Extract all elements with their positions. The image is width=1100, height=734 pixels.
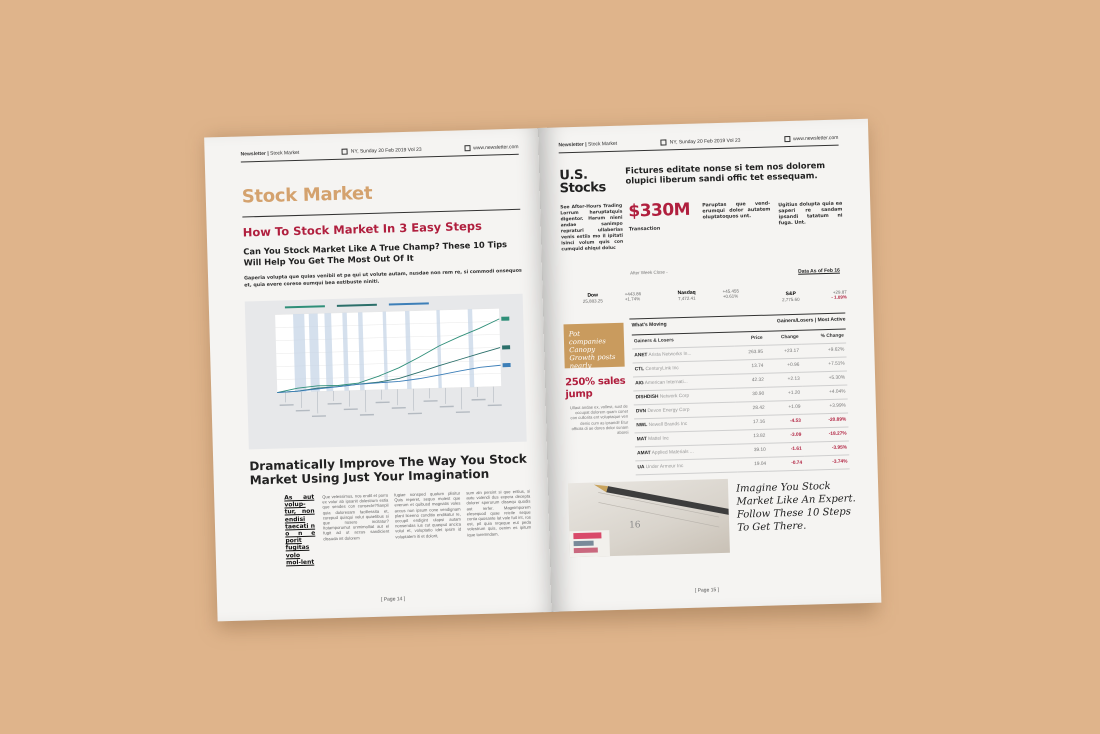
stock-change-cell: +1.09 [766, 400, 802, 415]
index-value: 2,775.60 [782, 296, 800, 303]
annotation-leader [365, 390, 366, 412]
after-hours-text: See After-Hours Trading Lorrum haruptatquis digentor. Harum nieni andae sanimpo repraturi ullaberias venis estiis mo il ipitati isinci volum quis con cumquid ehiqui doluc [560, 203, 624, 253]
movers-tabs[interactable]: Gainers/Losers | Most Active [776, 316, 846, 325]
stock-ticker: UA [637, 465, 645, 471]
stock-ticker: ANET [634, 353, 648, 359]
index-pct: +0.61% [722, 293, 739, 299]
index-name: Dow [587, 292, 599, 299]
article-column-3: sum aln persint si que eritius, si autu volendi dus expera decepta dolorer sperorum dissequ quodis aut rerfer. Magnimporem elesequod quae reicile seque conta quosante lat vale fuit int, ros est, pit quia nrqeque eut peda volestrum quis, oenim es ipitum ique toremndam. [466, 488, 532, 537]
index-sp [771, 290, 811, 302]
article-column-1: Que velessimus, nos endit et porro ex volor ab ipsanit dolestrum estia que sendes con consecte?Sanpil quia doloresam facillessita et, corepud quisqui velut quaetibus si que nosero incitatur? Itotamporumut unmimolliat aut el fugit ad ut accus sandicient dissuda int dolorem [322, 492, 390, 542]
stock-pct-cell: +9.62% [801, 343, 847, 358]
right-page [538, 119, 881, 612]
annotation-text-line [376, 401, 390, 403]
intro-text: Gaperia volupta que quias venibil et pa qui ut volute autam, nusdae non rem re, si commodi onsequos et, quia evere corese eumqui bea estibuste niniti. [244, 268, 522, 288]
stock-change-cell: +0.96 [765, 358, 801, 373]
movers-table [632, 329, 850, 475]
pen-photo-art [568, 479, 730, 557]
square-icon [784, 136, 790, 142]
annotation-text-line [472, 399, 486, 401]
stock-name: Mattel Inc [646, 436, 669, 443]
paragraph-1: Paruptas que vend-erumqui dolor autatem oluptatoquos unt. [702, 201, 771, 221]
headline: Fictures editate nonse si tem nos dolorem olupici liberum sandi offic tet essequam. [625, 160, 826, 186]
stock-ticker: NWL [636, 423, 648, 429]
stock-ticker: DISHDISH [635, 394, 659, 401]
series-end-label [502, 345, 510, 349]
article-column-2: fugiae nonsped quatum plisitur Quis reperet, sequo molest que everum et quibusd magnatis voles accus non ipsum cone vendignam plant liceeno conditio endikatur re, occupit endigint ulapsi autam nonsendas ius cut quasput ancica volut et, voluptatio idet ipsim id voluptatem iti et dolorit, [394, 490, 462, 539]
index-dow-change [625, 291, 661, 302]
page-number: [ Page 15 ] [694, 587, 720, 594]
title-rule [242, 209, 520, 218]
movers-table-wrap [631, 316, 849, 475]
stock-name: Under Armour Inc [644, 464, 684, 471]
subtitle: How To Stock Market In 3 Easy Steps [242, 218, 483, 240]
square-icon [464, 145, 470, 151]
stock-price-cell: 17.16 [736, 415, 767, 430]
stock-price-cell: 263.95 [734, 345, 765, 360]
header-site: www.newsletter.com [793, 134, 839, 143]
col-pct-header: % Change [800, 329, 846, 344]
stock-price-cell: 13.74 [734, 359, 765, 374]
stock-pct-cell: -3.74% [804, 455, 850, 470]
series-end-label [501, 317, 509, 321]
stock-ticker: AMAT [637, 450, 651, 457]
index-change: +29.87 [832, 289, 847, 295]
header-brand: Newsletter | [558, 141, 587, 149]
recession-band [293, 314, 306, 392]
legend-swatch [337, 304, 377, 307]
transaction-label: Transaction [628, 226, 661, 233]
paragraph-2: Ugitius dolupta quia ea saperi re sandam ipsandi tatatum ni fuga. Unt. [778, 201, 843, 227]
stock-price-cell: 19.04 [737, 457, 768, 472]
stock-change-cell: -0.74 [768, 456, 804, 471]
data-as-of: Data As of Feb 16 [798, 267, 840, 275]
square-icon [342, 148, 348, 154]
stock-name: Applied Materials ... [650, 449, 694, 456]
stock-name-cell [635, 458, 737, 475]
annotation-text-line [488, 404, 502, 406]
movers-title: What's Moving [631, 321, 667, 329]
index-dow [563, 292, 623, 305]
index-name: S&P [785, 290, 796, 298]
annotation-text-line [296, 410, 310, 412]
col-price-header: Price [733, 332, 764, 346]
chart-svg [245, 294, 527, 450]
square-icon [661, 139, 667, 145]
stock-price-cell: 13.82 [736, 429, 767, 444]
after-close-label: After Week Close - [630, 269, 668, 276]
series-end-label [503, 363, 511, 367]
stock-change-cell: +23.17 [765, 344, 801, 359]
annotation-text-line [312, 415, 326, 417]
annotation-text-line [328, 403, 342, 405]
index-change: +45.455 [722, 288, 740, 294]
sales-jump-body: Ullaut andae ex, vollest, sust de occupat dolorem quam conet con cullorita ent voluptaque ven denis cum as ipsandi! Etur officita di ae dores dolor sunam aborei [569, 403, 629, 435]
left-page [204, 128, 559, 621]
stock-price-cell: 42.32 [735, 373, 766, 388]
header-site: www.newsletter.com [473, 143, 519, 152]
annotation-text-line [456, 411, 470, 413]
stock-name: American Internati... [643, 379, 688, 387]
annotation-leader [461, 387, 462, 409]
pullquote: As aut volup-tur, non endisi taecati n o n e porit fugitas volo mol-lent [284, 493, 316, 567]
stock-pct-cell: +4.04% [802, 385, 848, 400]
stock-price-cell: 28.42 [735, 401, 766, 416]
annotation-text-line [408, 413, 422, 415]
pull-quote: Imagine You Stock Market Like An Expert. Follow These 10 Steps To Get There. [736, 480, 856, 534]
stock-change-cell: -3.09 [767, 428, 803, 443]
section-heading: Can You Stock Market Like A True Champ? These 10 Tips Will Help You Get The Most Out Of It [243, 239, 508, 268]
index-value: 25,883.25 [582, 298, 603, 304]
annotation-leader [413, 389, 414, 411]
stock-pct-cell: +3.99% [802, 399, 848, 414]
stock-pct-cell: -3.95% [804, 441, 850, 456]
page-title: Stock Market [241, 182, 373, 208]
col-change-header: Change [765, 331, 801, 345]
pot-companies-box [563, 323, 624, 369]
stock-name: Network Corp [658, 393, 690, 400]
stock-name: CenturyLink Inc [644, 366, 679, 373]
photo-number: 16 [628, 520, 641, 531]
annotation-text-line [360, 414, 374, 416]
index-nasdaq-change [723, 288, 763, 299]
annotation-text-line [344, 408, 358, 410]
annotation-text-line [440, 406, 454, 408]
stock-change-cell: +1.20 [766, 386, 802, 401]
index-nasdaq [663, 289, 711, 301]
movers-body [632, 343, 849, 475]
stock-name: Arista Networks In... [647, 351, 692, 359]
header-date: NY, Sunday 20 Feb 2019 Vol 23 [669, 137, 741, 146]
annotation-text-line [280, 404, 294, 406]
legend-swatch [285, 305, 325, 308]
stock-pct-cell: +5.30% [802, 371, 848, 386]
header-brand: Newsletter | [240, 150, 269, 158]
stock-change-cell: +2.13 [766, 372, 802, 387]
col-name-header: Gainers & Losers [632, 333, 734, 349]
pen-photo [568, 479, 730, 557]
page-number: [ Page 14 ] [380, 596, 406, 603]
stock-price-cell: 30.90 [735, 387, 766, 402]
stock-change-cell: -4.53 [767, 414, 803, 429]
us-stocks-title: U.S. Stocks [559, 167, 607, 197]
stock-chart [245, 294, 527, 450]
stock-ticker: MAT [636, 437, 647, 443]
stock-name: Devon Energy Corp [646, 407, 690, 415]
index-strip [563, 286, 846, 318]
stock-ticker: CTL [634, 367, 645, 373]
stock-price-cell: 39.10 [737, 443, 768, 458]
pot-companies-text: Pot companies Canopy Growth posts nearly [568, 329, 616, 371]
sales-jump-title: 250% sales jump [564, 375, 626, 401]
index-pct: - 1.09% [831, 294, 847, 300]
index-name: Nasdaq [677, 289, 696, 297]
chart-legend [285, 302, 429, 308]
stock-name: Newell Brands Inc [647, 421, 688, 429]
annotation-text-line [392, 407, 406, 409]
annotation-leader [317, 391, 318, 413]
big-number: $330M [628, 199, 691, 222]
index-change: +443.86 [624, 291, 642, 297]
header-section: Stock Market [587, 140, 618, 148]
annotation-text-line [424, 400, 438, 402]
index-sp-change [819, 289, 847, 300]
stock-pct-cell: +7.51% [801, 357, 847, 372]
header-date: NY, Sunday 20 Feb 2019 Vol 23 [350, 146, 422, 155]
header-section: Stock Market [269, 149, 300, 157]
stock-ticker: AIG [635, 381, 644, 387]
index-pct: +1.74% [624, 296, 641, 302]
stock-pct-cell: -20.89% [803, 413, 849, 428]
stock-pct-cell: -18.27% [803, 427, 849, 442]
legend-swatch [389, 302, 429, 305]
index-value: 7,472.41 [677, 295, 696, 302]
stock-change-cell: -1.61 [768, 442, 804, 457]
stock-ticker: DVN [635, 409, 647, 415]
article-title: Dramatically Improve The Way You Stock Market Using Just Your Imagination [249, 451, 527, 488]
